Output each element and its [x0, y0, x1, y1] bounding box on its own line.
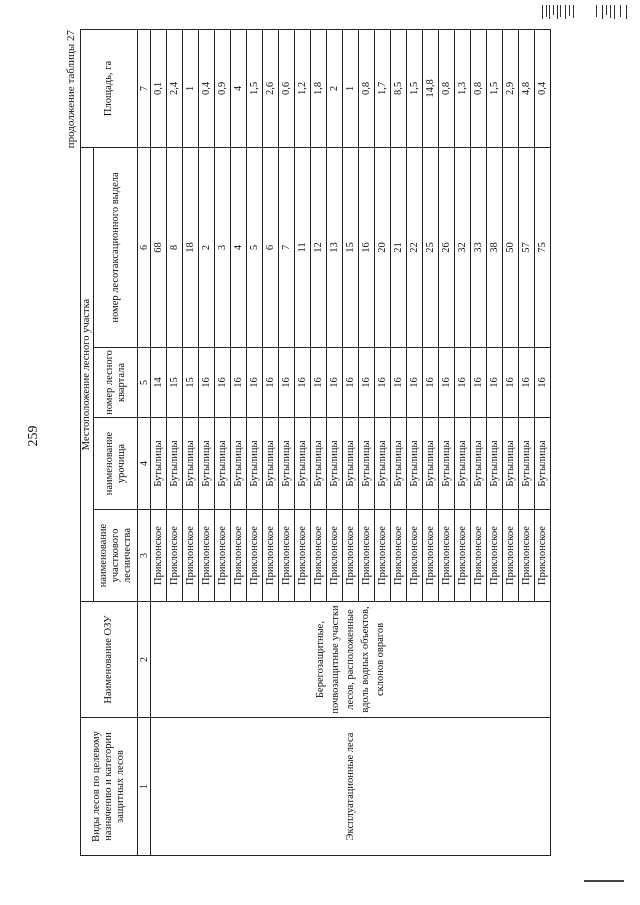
cell-quarter: 16	[487, 348, 503, 418]
cell-forestry: Приклонское	[279, 510, 295, 602]
footer-rule	[584, 880, 624, 882]
cell-allotment: 6	[263, 147, 279, 347]
forest-table	[80, 29, 551, 856]
cell-forestry: Приклонское	[167, 510, 183, 602]
table-row	[151, 29, 167, 855]
cell-quarter: 16	[231, 348, 247, 418]
cell-area: 0,6	[279, 29, 295, 147]
cell-forestry: Приклонское	[519, 510, 535, 602]
cell-allotment: 32	[455, 147, 471, 347]
cell-tract: Бутылицы	[535, 418, 551, 510]
cell-area: 1,2	[295, 29, 311, 147]
cell-forestry: Приклонское	[535, 510, 551, 602]
scan-artifact	[538, 2, 633, 22]
cell-area: 0,8	[359, 29, 375, 147]
header-allotment: номер лесотаксационного выдела	[94, 147, 138, 347]
cell-area: 0,8	[471, 29, 487, 147]
cell-allotment: 26	[439, 147, 455, 347]
column-number: 4	[138, 418, 151, 510]
cell-allotment: 8	[167, 147, 183, 347]
cell-tract: Бутылицы	[151, 418, 167, 510]
cell-area: 1,5	[487, 29, 503, 147]
cell-allotment: 7	[279, 147, 295, 347]
cell-quarter: 16	[327, 348, 343, 418]
cell-tract: Бутылицы	[327, 418, 343, 510]
cell-area: 0,4	[199, 29, 215, 147]
cell-tract: Бутылицы	[391, 418, 407, 510]
cell-area: 1,3	[455, 29, 471, 147]
cell-tract: Бутылицы	[455, 418, 471, 510]
cell-area: 2,6	[263, 29, 279, 147]
cell-forestry: Приклонское	[503, 510, 519, 602]
page-number: 259	[26, 425, 41, 447]
cell-allotment: 5	[247, 147, 263, 347]
header-forestry: наименование участкового лесничества	[94, 510, 138, 602]
header-area: Площадь, га	[81, 29, 138, 147]
cell-quarter: 16	[455, 348, 471, 418]
cell-forestry: Приклонское	[359, 510, 375, 602]
cell-area: 4	[231, 29, 247, 147]
cell-tract: Бутылицы	[471, 418, 487, 510]
column-number: 7	[138, 29, 151, 147]
cell-quarter: 15	[183, 348, 199, 418]
cell-tract: Бутылицы	[519, 418, 535, 510]
cell-allotment: 3	[215, 147, 231, 347]
cell-allotment: 13	[327, 147, 343, 347]
cell-quarter: 15	[167, 348, 183, 418]
cell-quarter: 16	[295, 348, 311, 418]
column-number-row	[138, 29, 151, 855]
cell-area: 8,5	[391, 29, 407, 147]
cell-tract: Бутылицы	[503, 418, 519, 510]
cell-area: 2	[327, 29, 343, 147]
cell-forestry: Приклонское	[487, 510, 503, 602]
cell-forestry: Приклонское	[455, 510, 471, 602]
header-tract: наименование урочища	[94, 418, 138, 510]
cell-tract: Бутылицы	[375, 418, 391, 510]
cell-forestry: Приклонское	[423, 510, 439, 602]
cell-area: 2,4	[167, 29, 183, 147]
cell-allotment: 50	[503, 147, 519, 347]
column-number: 2	[138, 602, 151, 718]
cell-forestry: Приклонское	[471, 510, 487, 602]
header-location-group: Местоположение лесного участка	[81, 147, 94, 601]
rotated-table-area	[64, 30, 624, 856]
cell-forestry: Приклонское	[199, 510, 215, 602]
header-ozu-name: Наименование ОЗУ	[81, 602, 138, 718]
cell-tract: Бутылицы	[295, 418, 311, 510]
cell-tract: Бутылицы	[359, 418, 375, 510]
cell-allotment: 11	[295, 147, 311, 347]
cell-tract: Бутылицы	[439, 418, 455, 510]
cell-forestry: Приклонское	[295, 510, 311, 602]
cell-forestry: Приклонское	[439, 510, 455, 602]
column-number: 1	[138, 718, 151, 856]
cell-allotment: 12	[311, 147, 327, 347]
cell-tract: Бутылицы	[183, 418, 199, 510]
cell-allotment: 38	[487, 147, 503, 347]
cell-area: 2,9	[503, 29, 519, 147]
cell-allotment: 18	[183, 147, 199, 347]
cell-allotment: 4	[231, 147, 247, 347]
cell-area: 1,5	[407, 29, 423, 147]
cell-tract: Бутылицы	[247, 418, 263, 510]
cell-forestry: Приклонское	[375, 510, 391, 602]
cell-quarter: 16	[247, 348, 263, 418]
cell-tract: Бутылицы	[231, 418, 247, 510]
cell-allotment: 75	[535, 147, 551, 347]
header-quarter: номер лесного квартала	[94, 348, 138, 418]
cell-allotment: 15	[343, 147, 359, 347]
cell-tract: Бутылицы	[407, 418, 423, 510]
cell-forestry: Приклонское	[311, 510, 327, 602]
cell-allotment: 2	[199, 147, 215, 347]
cell-allotment: 20	[375, 147, 391, 347]
cell-forestry: Приклонское	[183, 510, 199, 602]
cell-area: 1	[343, 29, 359, 147]
cell-allotment: 16	[359, 147, 375, 347]
cell-area: 1,7	[375, 29, 391, 147]
cell-tract: Бутылицы	[167, 418, 183, 510]
cell-tract: Бутылицы	[263, 418, 279, 510]
cell-tract: Бутылицы	[311, 418, 327, 510]
cell-area: 1,5	[247, 29, 263, 147]
cell-area: 1	[183, 29, 199, 147]
cell-forestry: Приклонское	[407, 510, 423, 602]
cell-quarter: 16	[311, 348, 327, 418]
cell-quarter: 16	[343, 348, 359, 418]
cell-allotment: 25	[423, 147, 439, 347]
cell-quarter: 16	[407, 348, 423, 418]
cell-quarter: 16	[215, 348, 231, 418]
cell-forestry: Приклонское	[391, 510, 407, 602]
cell-area: 0,4	[535, 29, 551, 147]
cell-quarter: 16	[535, 348, 551, 418]
cell-quarter: 16	[375, 348, 391, 418]
cell-quarter: 16	[391, 348, 407, 418]
cell-tract: Бутылицы	[279, 418, 295, 510]
cell-forestry: Приклонское	[327, 510, 343, 602]
cell-allotment: 68	[151, 147, 167, 347]
cell-allotment: 33	[471, 147, 487, 347]
cell-forestry: Приклонское	[215, 510, 231, 602]
cell-allotment: 22	[407, 147, 423, 347]
cell-quarter: 16	[359, 348, 375, 418]
cell-forestry: Приклонское	[247, 510, 263, 602]
cell-forestry: Приклонское	[231, 510, 247, 602]
cell-quarter: 16	[471, 348, 487, 418]
cell-quarter: 16	[199, 348, 215, 418]
cell-tract: Бутылицы	[423, 418, 439, 510]
cell-forestry: Приклонское	[263, 510, 279, 602]
cell-tract: Бутылицы	[343, 418, 359, 510]
cell-area: 0,9	[215, 29, 231, 147]
cell-allotment: 21	[391, 147, 407, 347]
column-number: 3	[138, 510, 151, 602]
cell-area: 0,8	[439, 29, 455, 147]
table-caption: продолжение таблицы 27	[65, 30, 77, 149]
cell-quarter: 16	[423, 348, 439, 418]
cell-quarter: 14	[151, 348, 167, 418]
cell-quarter: 16	[263, 348, 279, 418]
cell-tract: Бутылицы	[215, 418, 231, 510]
cell-forestry: Приклонское	[343, 510, 359, 602]
cell-forestry: Приклонское	[151, 510, 167, 602]
cell-tract: Бутылицы	[487, 418, 503, 510]
cell-area: 4,8	[519, 29, 535, 147]
cell-quarter: 16	[439, 348, 455, 418]
column-number: 6	[138, 147, 151, 347]
column-number: 5	[138, 348, 151, 418]
cell-area: 14,8	[423, 29, 439, 147]
cell-quarter: 16	[519, 348, 535, 418]
forest-type-cell: Эксплуатационные леса	[151, 718, 551, 856]
ozu-name-cell: Берегозащитные, почвозащитные участки лесов, расположенные вдоль водных объектов, склонов оврагов	[151, 602, 551, 718]
cell-quarter: 16	[279, 348, 295, 418]
cell-allotment: 57	[519, 147, 535, 347]
header-forest-type: Виды лесов по целевому назначению и категории защитных лесов	[81, 718, 138, 856]
cell-tract: Бутылицы	[199, 418, 215, 510]
cell-quarter: 16	[503, 348, 519, 418]
cell-area: 1,8	[311, 29, 327, 147]
cell-area: 0,1	[151, 29, 167, 147]
